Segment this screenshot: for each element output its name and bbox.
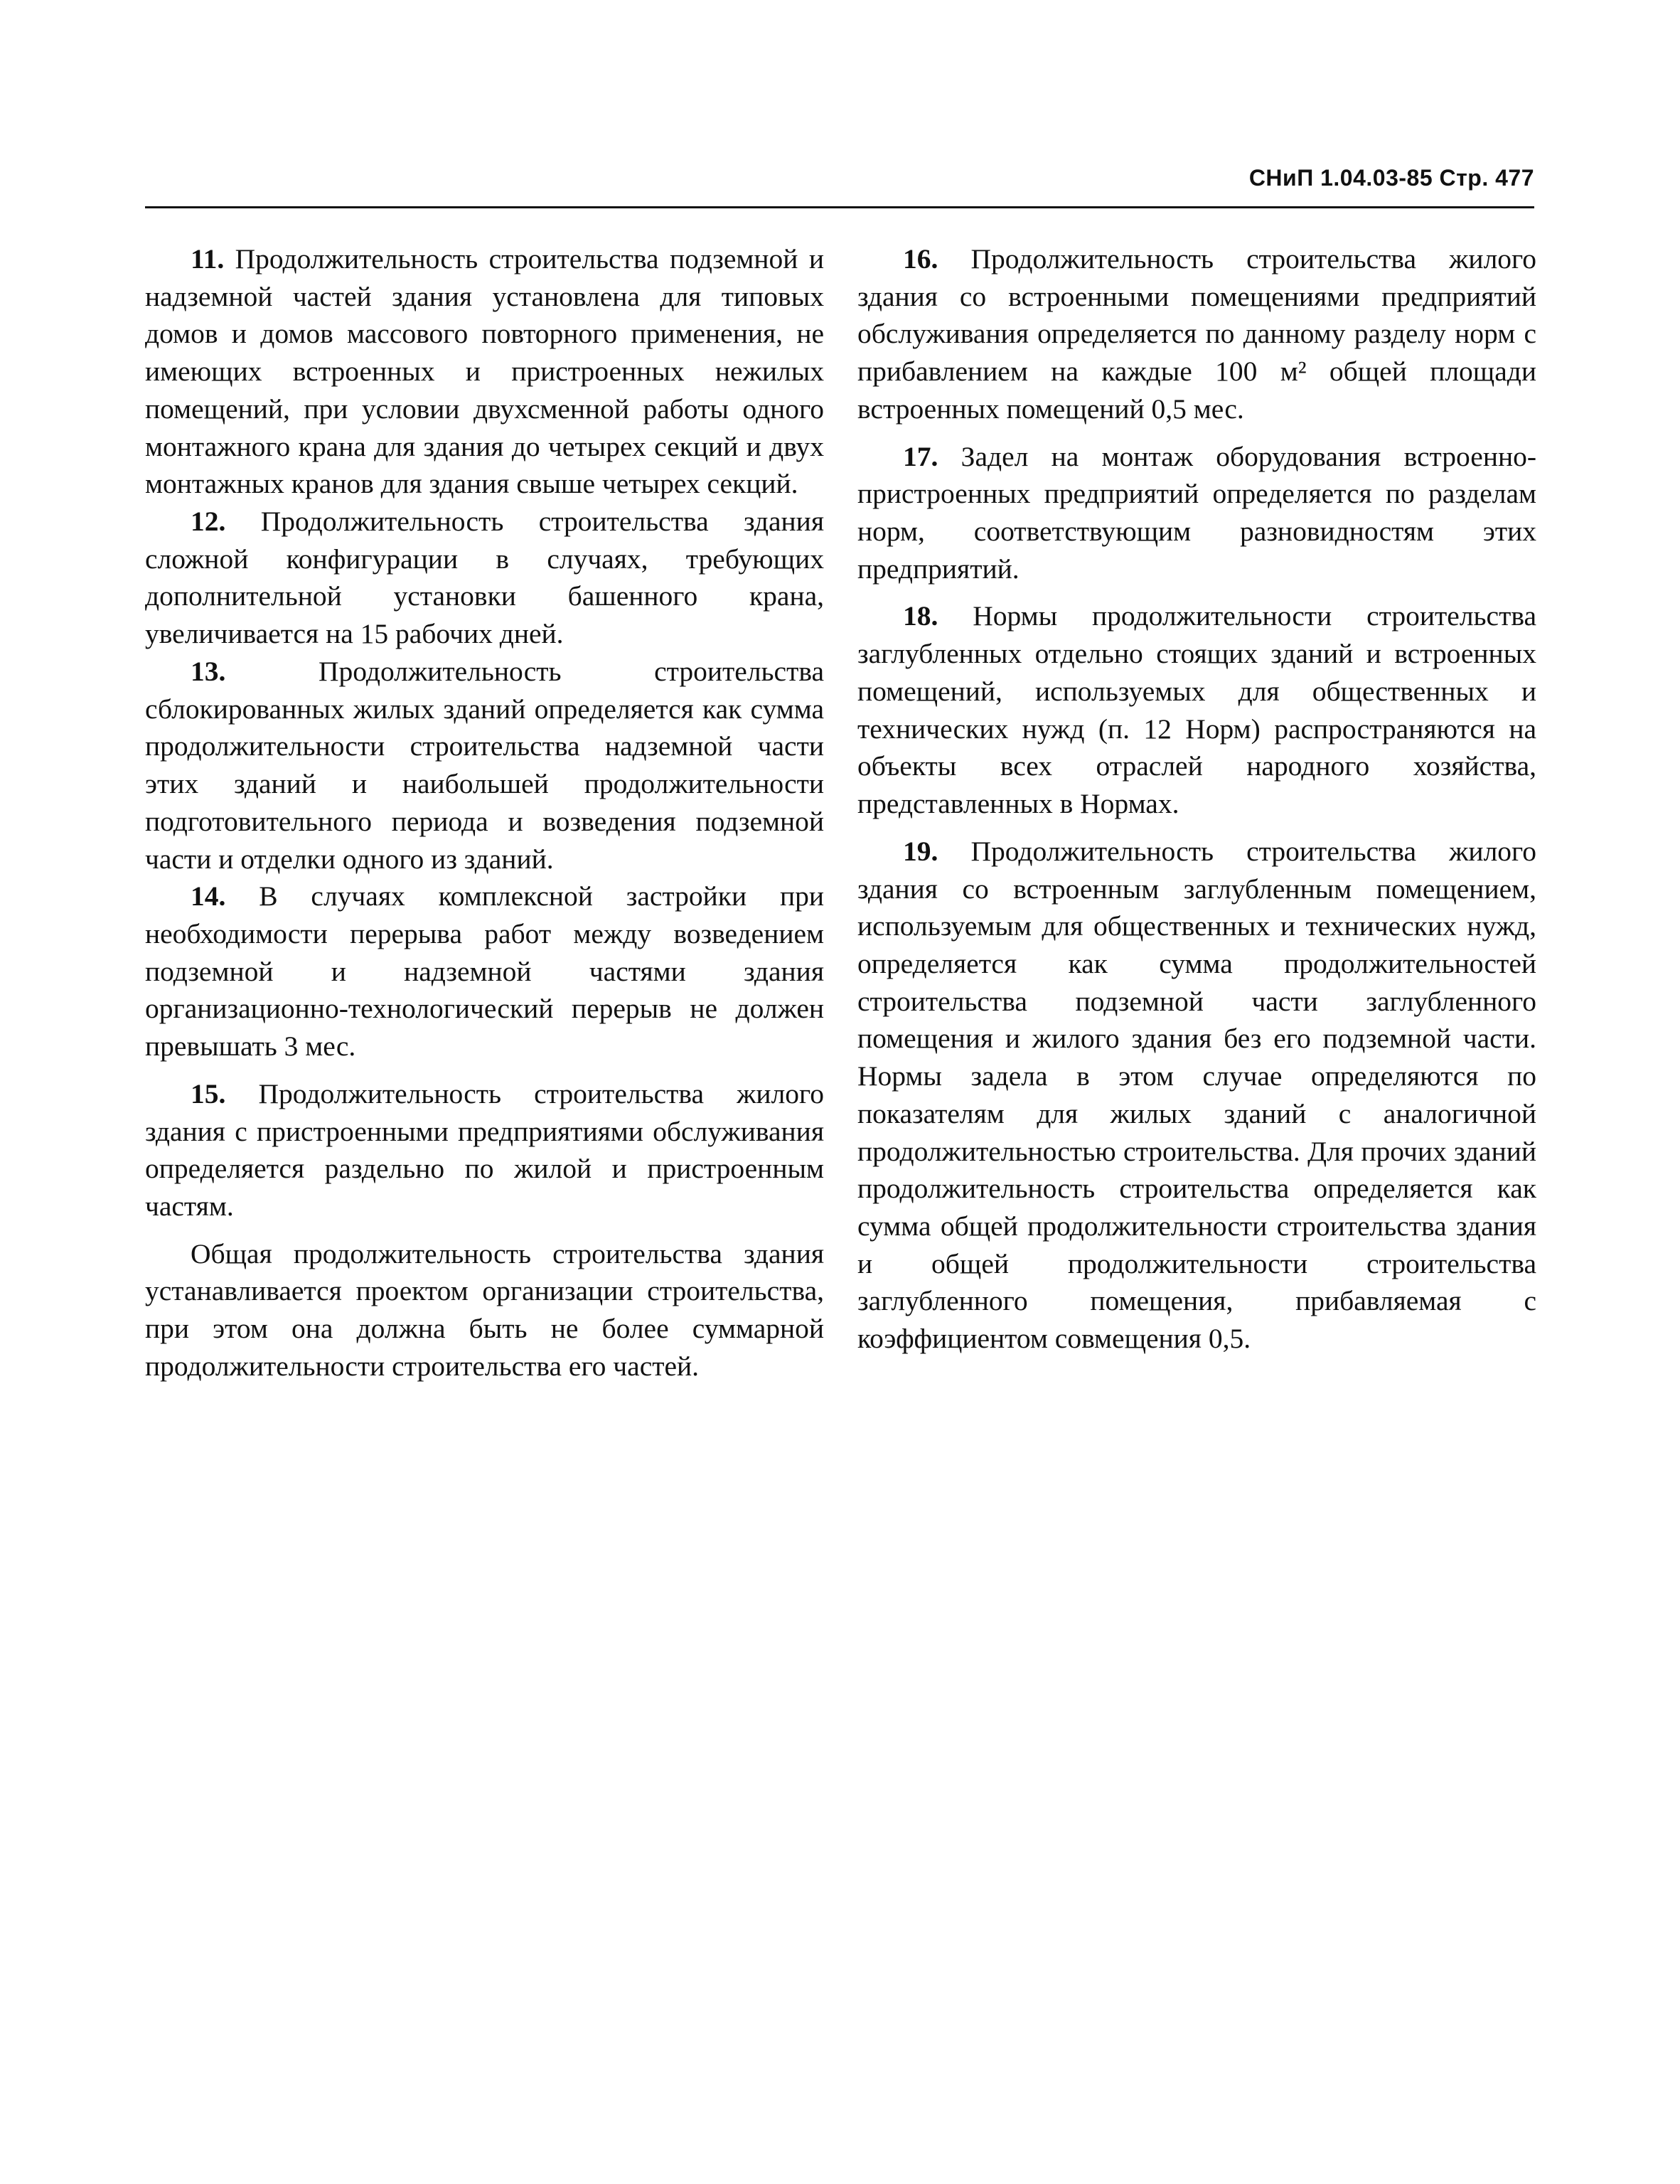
- page-header: [145, 162, 1534, 208]
- paragraph-13: [145, 653, 824, 878]
- paragraph-17: [857, 438, 1536, 588]
- paragraph-number: 16.: [903, 243, 938, 275]
- right-column: [857, 240, 1536, 1358]
- paragraph-16: [857, 240, 1536, 428]
- paragraph-11: [145, 240, 824, 503]
- paragraph-text: Продолжительность строительства здания сложной конфигурации в случаях, требующих дополнительной установки башенного крана, увеличивается на 15 рабочих дней.: [145, 506, 824, 650]
- paragraph-number: 18.: [903, 600, 938, 632]
- paragraph-number: 15.: [191, 1077, 226, 1109]
- paragraph-text: В случаях комплексной застройки при необходимости перерыва работ между возведением подземной и надземной частями здания организационно-технологический перерыв не должен превышать 3 мес.: [145, 880, 825, 1062]
- paragraph-18: [857, 597, 1536, 822]
- paragraph-text: Нормы продолжительности строительства заглубленных отдельно стоящих зданий и встроенных помещений, используемых для общественных и технических нужд (п. 12 Норм) распространяются на объекты всех отраслей народного хозяйства, представленных в Нормах.: [857, 600, 1536, 820]
- paragraph-19: [857, 833, 1536, 1358]
- paragraph-text: Продолжительность строительства жилого здания со встроенным заглубленным помещением, используемым для общественных и технических нужд, определяется как сумма продолжительностей строительства подземной части заглубленного помещения и жилого здания без его подземной части. Нормы задела в этом случае определяются по показателям для жилых зданий с аналогичной продолжительностью строительства. Для прочих зданий продолжительность строительства определяется как сумма общей продолжительности строительства здания и общей продолжительности строительства заглубленного помещения, прибавляемая с коэффициентом совмещения 0,5.: [857, 835, 1536, 1355]
- paragraph-number: 19.: [903, 835, 938, 867]
- paragraph-number: 13.: [191, 655, 226, 687]
- paragraph-text: Общая продолжительность строительства здания устанавливается проектом организации строительства, при этом она должна быть не более суммарной продолжительности строительства его частей.: [145, 1237, 824, 1382]
- paragraph-number: 14.: [191, 880, 226, 912]
- paragraph-15-continuation: [145, 1235, 824, 1385]
- paragraph-number: 11.: [191, 243, 225, 275]
- page-title: СНиП 1.04.03-85 Стр. 477: [1248, 165, 1534, 191]
- paragraph-text: Продолжительность строительства жилого здания со встроенными помещениями предприятий обслуживания определяется по данному разделу норм с прибавлением на каждые 100 м² общей площади встроенных помещений 0,5 мес.: [857, 243, 1536, 425]
- paragraph-text: Продолжительность строительства жилого здания с пристроенными предприятиями обслуживания определяется раздельно по жилой и пристроенным частям.: [145, 1077, 824, 1222]
- paragraph-text: Продолжительность строительства подземной и надземной частей здания установлена для типовых домов и домов массового повторного применения, не имеющих встроенных и пристроенных нежилых помещений, при условии двухсменной работы одного монтажного крана для здания до четырех секций и двух монтажных кранов для здания свыше четырех секций.: [145, 243, 825, 500]
- paragraph-12: [145, 503, 824, 653]
- paragraph-15: [145, 1075, 824, 1225]
- paragraph-number: 12.: [191, 506, 226, 538]
- paragraph-text: Продолжительность строительства сблокированных жилых зданий определяется как сумма продолжительности строительства надземной части этих зданий и наибольшей продолжительности подготовительного периода и возведения подземной части и отделки одного из зданий.: [145, 655, 825, 875]
- left-column: [145, 240, 824, 1385]
- paragraph-14: [145, 878, 824, 1065]
- paragraph-text: Задел на монтаж оборудования встроенно-пристроенных предприятий определяется по разделам норм, соответствующим разновидностям этих предприятий.: [857, 440, 1536, 585]
- paragraph-number: 17.: [903, 440, 938, 472]
